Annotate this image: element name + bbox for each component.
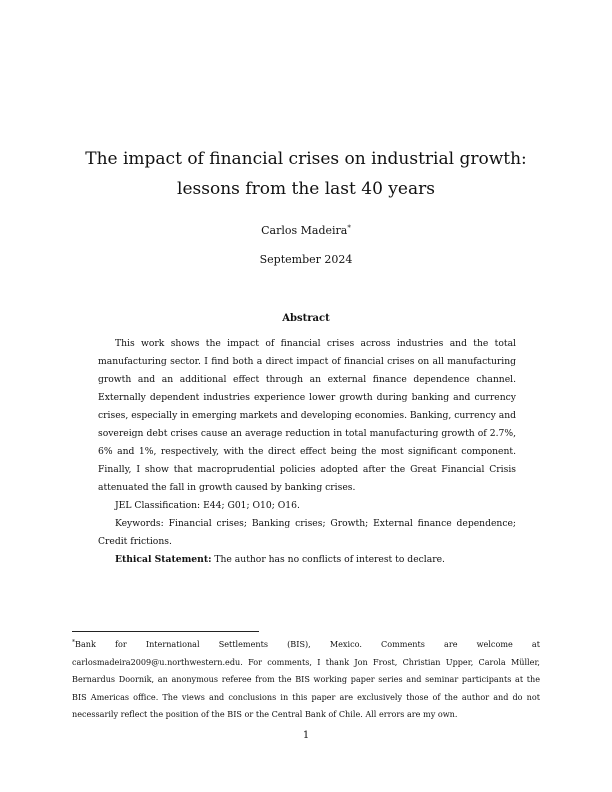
author-name: Carlos Madeira bbox=[261, 224, 348, 237]
paper-title: The impact of financial crises on industrial growth: lessons from the last 40 years bbox=[85, 149, 527, 199]
publication-date: September 2024 bbox=[259, 253, 353, 266]
author-line bbox=[0, 221, 612, 238]
abstract-heading: Abstract bbox=[282, 313, 330, 324]
abstract-body: This work shows the impact of financial crises across industries and the total manufacturing sector. I find both a direct impact of financial crises on all manufacturing growth and an additional effect through an external finance dependence channel. Externally dependent industries experience lower growth during banking and currency crises, especially in emerging markets and developing economies. Banking, currency and sovereign debt crises cause an average reduction in total manufacturing growth of 2.7%, 6% and 1%, respectively, with the direct effect being the most significant component. Finally, I show that macroprudential policies adopted after the Great Financial Crisis attenuated the fall in growth caused by banking crises. bbox=[98, 338, 516, 493]
keywords: Keywords: Financial crises; Banking crises; Growth; External finance dependence; Credit frictions. bbox=[98, 518, 516, 547]
ethical-statement bbox=[98, 551, 516, 569]
footnote-divider bbox=[72, 631, 259, 632]
ethical-statement-label: Ethical Statement: bbox=[115, 554, 212, 565]
footnote bbox=[72, 634, 540, 724]
abstract-block bbox=[98, 335, 516, 569]
page-number: 1 bbox=[302, 730, 310, 741]
jel-classification: JEL Classification: E44; G01; O10; O16. bbox=[115, 500, 300, 511]
footnote-mark: * bbox=[72, 639, 75, 646]
ethical-statement-text: The author has no conflicts of interest to declare. bbox=[214, 554, 445, 565]
author-footnote-mark[interactable]: * bbox=[347, 224, 351, 232]
footnote-text: Bank for International Settlements (BIS), Mexico. Comments are welcome at carlosmadeira2009@u.northwestern.edu. For comments, I thank Jon Frost, Christian Upper, Carola Müller, Bernardus Doornik, an anonymous referee from the BIS working paper series and seminar participants at the BIS Americas office. The views and conclusions in this paper are exclusively those of the author and do not necessarily reflect the position of the BIS or the Central Bank of Chile. All errors are my own. bbox=[72, 639, 540, 719]
